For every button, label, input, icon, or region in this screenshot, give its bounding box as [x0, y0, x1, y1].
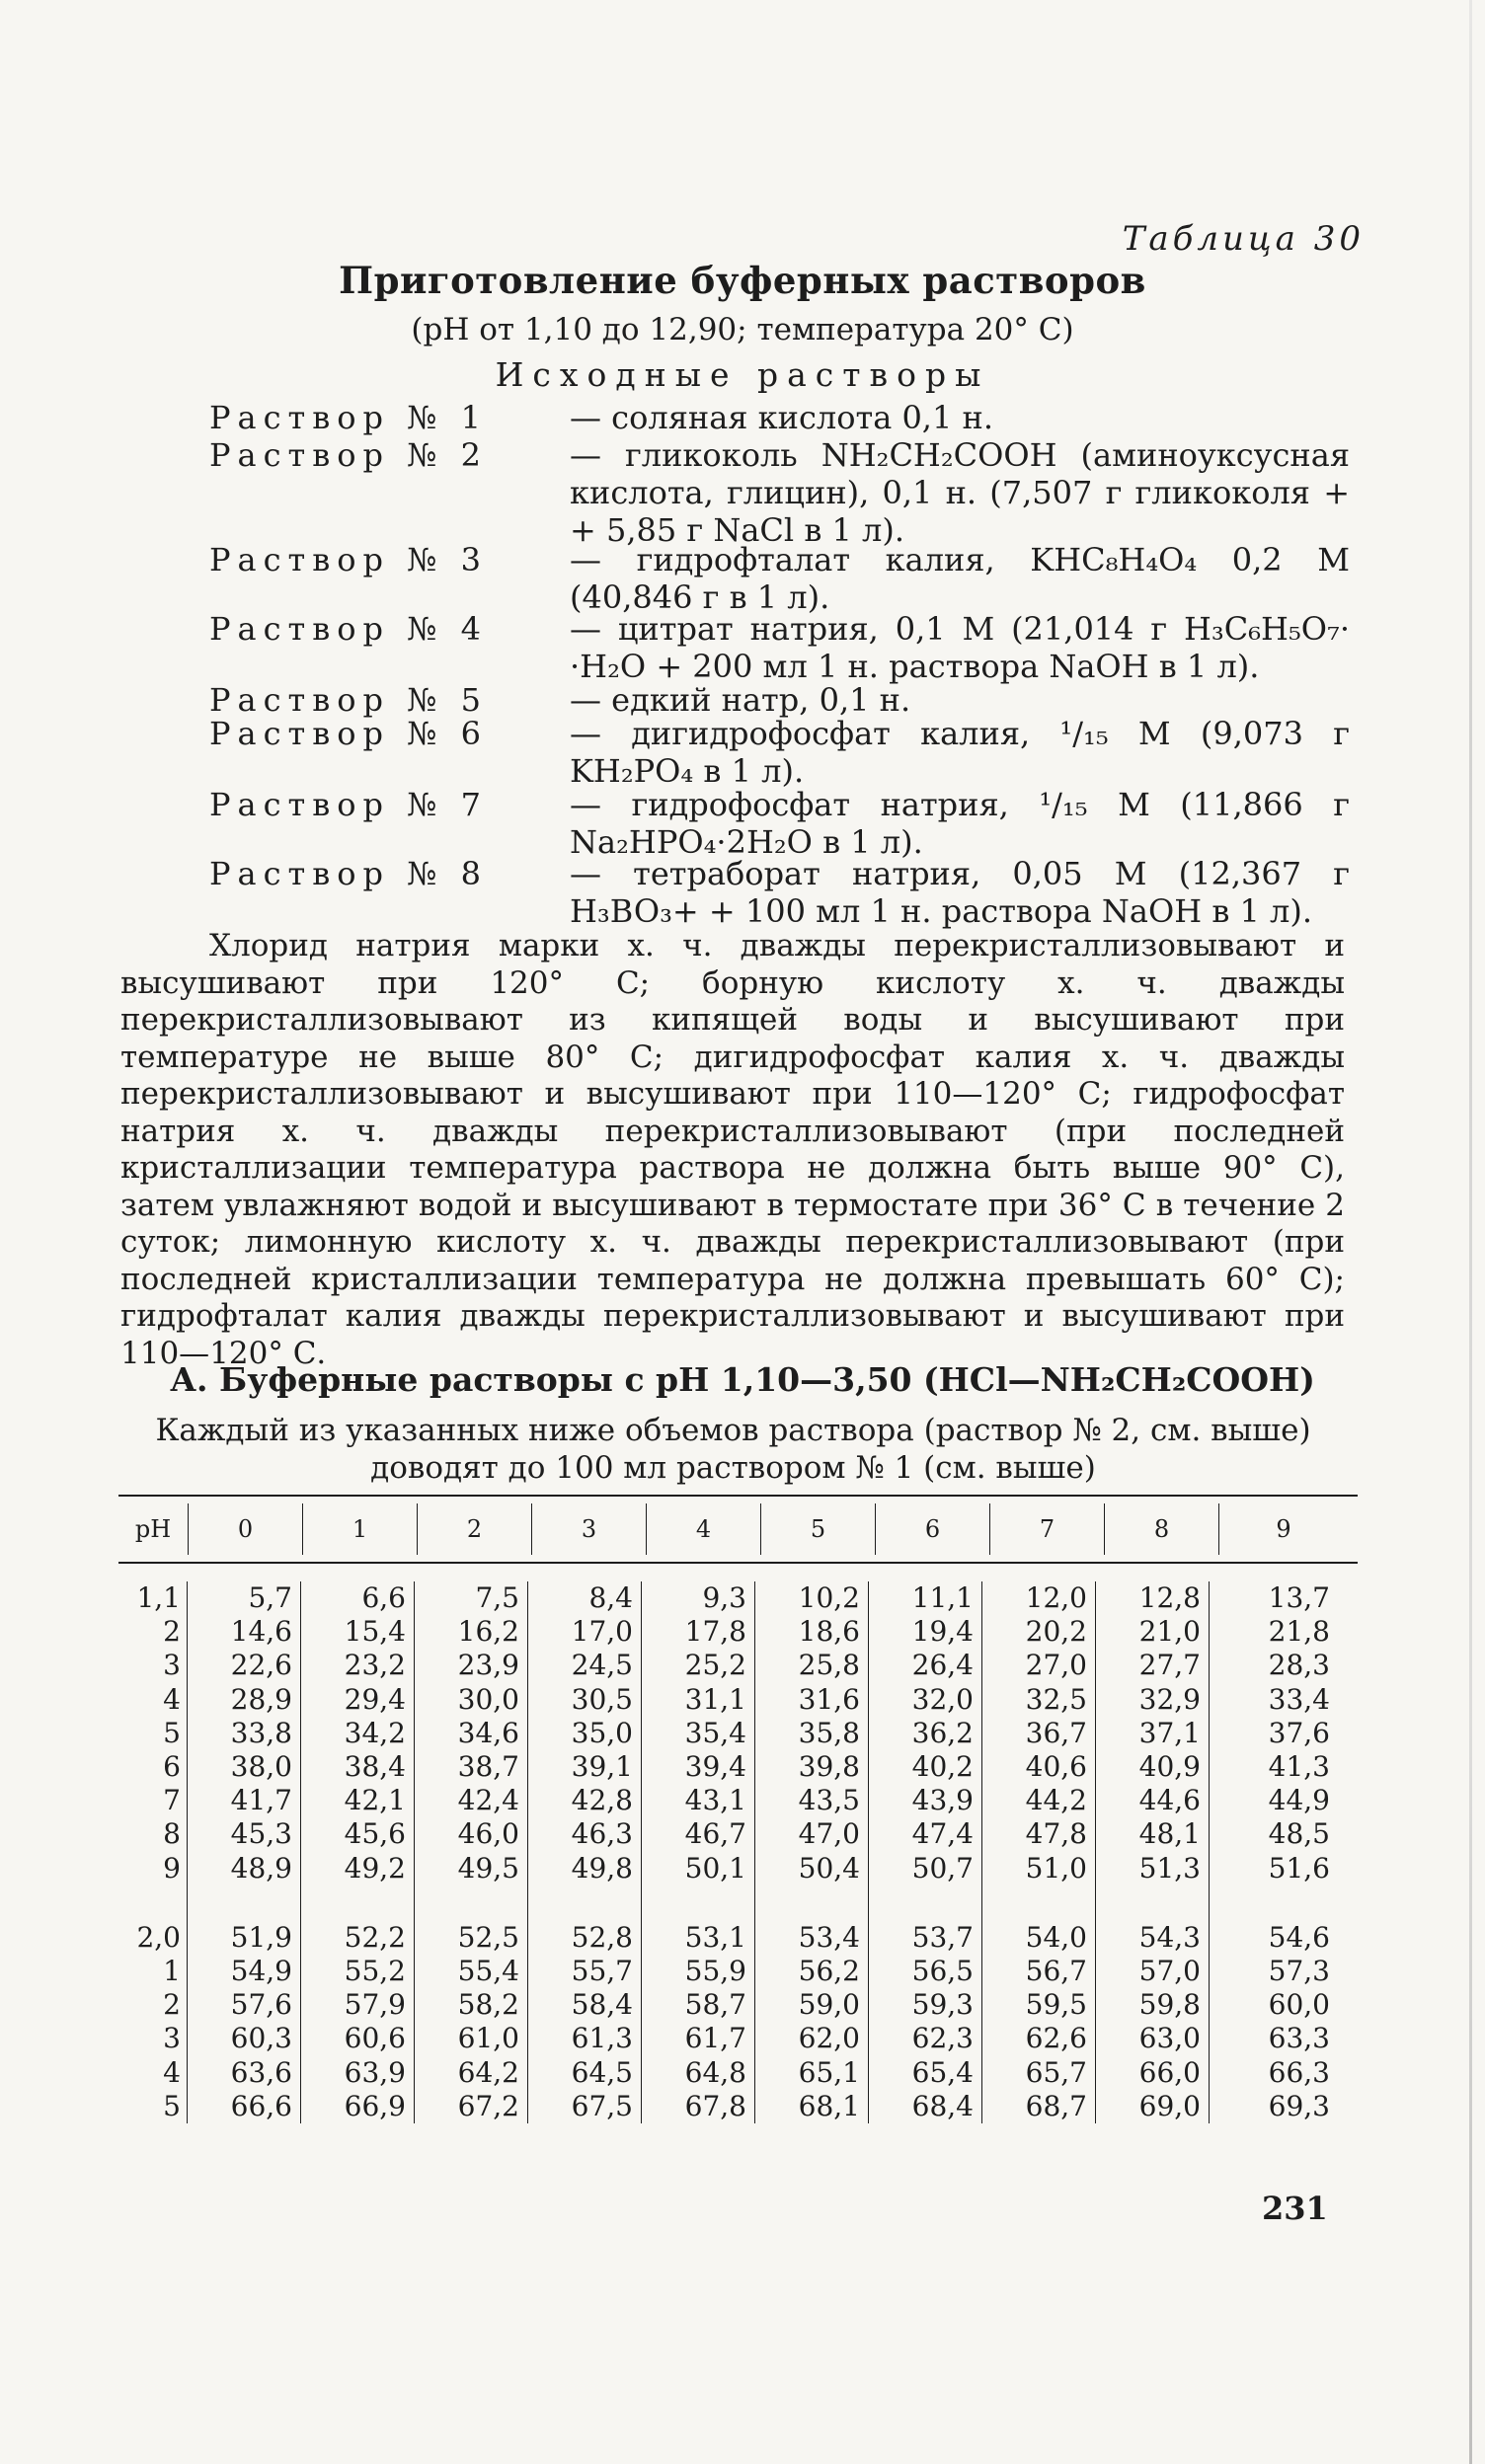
table-cell: 68,7: [1025, 2089, 1087, 2122]
table-body: [118, 1581, 1358, 2123]
table-cell: 8,4: [588, 1581, 633, 1614]
table-cell: 38,4: [344, 1750, 406, 1784]
value-column: [415, 1581, 528, 2123]
table-cell: 55,4: [457, 1955, 519, 1988]
table-cell: 47,0: [798, 1817, 860, 1851]
table-cell: 56,5: [911, 1955, 974, 1988]
table-cell: 51,6: [1268, 1851, 1330, 1885]
value-column: [755, 1581, 869, 2123]
table-cell: 30,0: [457, 1682, 519, 1716]
table-cell: 10,2: [798, 1581, 860, 1614]
table-cell: 47,4: [911, 1817, 974, 1851]
value-column: [528, 1581, 642, 2123]
table-cell: 31,6: [798, 1682, 860, 1716]
ph-cell: 1: [163, 1955, 181, 1988]
table-cell: 19,4: [911, 1615, 974, 1649]
column-header: 3: [532, 1503, 647, 1555]
table-cell: 17,8: [684, 1615, 746, 1649]
table-cell: 35,8: [798, 1716, 860, 1749]
table-cell: 50,7: [911, 1851, 974, 1885]
table-cell: 51,3: [1138, 1851, 1201, 1885]
table-cell: 42,1: [344, 1784, 406, 1817]
solution-text: — гидрофосфат натрия, ¹/₁₅ М (11,866 г Na₂HPO₄·2H₂O в 1 л).: [570, 786, 1350, 861]
table-cell: 57,3: [1268, 1955, 1330, 1988]
table-cell: 51,9: [230, 1920, 292, 1954]
table-cell: 47,8: [1025, 1817, 1087, 1851]
ph-cell: 1,1: [136, 1581, 181, 1614]
table-cell: 69,3: [1268, 2089, 1330, 2122]
group-gap: [528, 1886, 633, 1921]
table-cell: 25,8: [798, 1649, 860, 1682]
table-cell: 49,2: [344, 1851, 406, 1885]
solution-label: Раствор № 8: [209, 855, 488, 892]
table-cell: 33,8: [230, 1716, 292, 1749]
ph-cell: 9: [163, 1851, 181, 1885]
value-column: [188, 1581, 301, 2123]
table-cell: 66,0: [1138, 2055, 1201, 2089]
ph-cell: 2: [163, 1988, 181, 2022]
column-header: 9: [1276, 1515, 1291, 1543]
solution-label: Раствор № 6: [209, 715, 488, 752]
ph-cell: 3: [163, 1649, 181, 1682]
table-cell: 68,4: [911, 2089, 974, 2122]
table-cell: 46,3: [571, 1817, 633, 1851]
ph-cell: 2,0: [136, 1920, 181, 1954]
table-cell: 65,4: [911, 2055, 974, 2089]
table-cell: 53,4: [798, 1920, 860, 1954]
table-cell: 52,2: [344, 1920, 406, 1954]
group-gap: [642, 1886, 746, 1921]
table-cell: 32,0: [911, 1682, 974, 1716]
solution-label: Раствор № 4: [209, 610, 488, 648]
page-subtitle: (pH от 1,10 до 12,90; температура 20° С): [411, 312, 1074, 347]
table-cell: 16,2: [457, 1615, 519, 1649]
table-cell: 64,2: [457, 2055, 519, 2089]
table-cell: 63,3: [1268, 2022, 1330, 2055]
table-cell: 27,0: [1025, 1649, 1087, 1682]
solution-item: [209, 681, 1350, 719]
table-cell: 28,3: [1268, 1649, 1330, 1682]
table-cell: 44,6: [1138, 1784, 1201, 1817]
table-cell: 48,9: [230, 1851, 292, 1885]
group-gap: [869, 1886, 974, 1921]
group-gap: [755, 1886, 860, 1921]
table-cell: 67,8: [684, 2089, 746, 2122]
table-cell: 56,7: [1025, 1955, 1087, 1988]
table-cell: 63,9: [344, 2055, 406, 2089]
table-cell: 55,7: [571, 1955, 633, 1988]
table-cell: 49,5: [457, 1851, 519, 1885]
table-header-rule: [118, 1562, 1358, 1564]
solution-label: Раствор № 1: [209, 399, 488, 436]
ph-cell: 2: [163, 1615, 181, 1649]
table-cell: 66,9: [344, 2089, 406, 2122]
ph-column-header: pH: [118, 1503, 189, 1555]
solution-item: [209, 786, 1350, 861]
ph-cell: 5: [163, 1716, 181, 1749]
value-column: [982, 1581, 1096, 2123]
table-cell: 42,8: [571, 1784, 633, 1817]
table-cell: 38,7: [457, 1750, 519, 1784]
table-cell: 36,7: [1025, 1716, 1087, 1749]
table-cell: 32,9: [1138, 1682, 1201, 1716]
table-cell: 69,0: [1138, 2089, 1201, 2122]
solution-text: — гидрофталат калия, KHC₈H₄O₄ 0,2 М (40,846 г в 1 л).: [570, 541, 1350, 616]
solution-label: Раствор № 5: [209, 681, 488, 719]
table-cell: 36,2: [911, 1716, 974, 1749]
table-cell: 21,0: [1138, 1615, 1201, 1649]
table-cell: 52,8: [571, 1920, 633, 1954]
table-cell: 54,9: [230, 1955, 292, 1988]
table-cell: 66,3: [1268, 2055, 1330, 2089]
table-cell: 40,6: [1025, 1750, 1087, 1784]
table-cell: 23,2: [344, 1649, 406, 1682]
table-cell: 12,8: [1138, 1581, 1201, 1614]
table-cell: 39,8: [798, 1750, 860, 1784]
table-cell: 7,5: [475, 1581, 519, 1614]
table-cell: 34,2: [344, 1716, 406, 1749]
table-cell: 59,0: [798, 1988, 860, 2022]
table-cell: 13,7: [1268, 1581, 1330, 1614]
table-cell: 45,6: [344, 1817, 406, 1851]
table-cell: 44,9: [1268, 1784, 1330, 1817]
solution-label: Раствор № 2: [209, 436, 488, 474]
table-cell: 68,1: [798, 2089, 860, 2122]
table-cell: 46,7: [684, 1817, 746, 1851]
table-cell: 37,1: [1138, 1716, 1201, 1749]
table-cell: 50,1: [684, 1851, 746, 1885]
table-cell: 41,3: [1268, 1750, 1330, 1784]
value-column: [642, 1581, 755, 2123]
table-cell: 39,4: [684, 1750, 746, 1784]
table-cell: 31,1: [684, 1682, 746, 1716]
table-cell: 29,4: [344, 1682, 406, 1716]
table-header-row: [118, 1497, 1358, 1562]
column-header: 1: [303, 1503, 418, 1555]
table-cell: 15,4: [344, 1615, 406, 1649]
ph-cell: 3: [163, 2022, 181, 2055]
solution-item: [209, 715, 1350, 790]
table-cell: 62,6: [1025, 2022, 1087, 2055]
column-header: 5: [761, 1503, 876, 1555]
column-header: 8: [1105, 1503, 1219, 1555]
solution-label: Раствор № 7: [209, 786, 488, 823]
table-cell: 41,7: [230, 1784, 292, 1817]
column-header: 0: [189, 1503, 303, 1555]
group-gap: [188, 1886, 292, 1921]
solution-item: [209, 436, 1350, 549]
table-cell: 9,3: [702, 1581, 746, 1614]
table-cell: 60,6: [344, 2022, 406, 2055]
table-cell: 40,2: [911, 1750, 974, 1784]
table-cell: 44,2: [1025, 1784, 1087, 1817]
table-cell: 55,9: [684, 1955, 746, 1988]
table-cell: 20,2: [1025, 1615, 1087, 1649]
table-cell: 58,2: [457, 1988, 519, 2022]
table-cell: 51,0: [1025, 1851, 1087, 1885]
table-cell: 43,1: [684, 1784, 746, 1817]
table-cell: 38,0: [230, 1750, 292, 1784]
table-cell: 48,5: [1268, 1817, 1330, 1851]
table-cell: 57,6: [230, 1988, 292, 2022]
table-cell: 61,0: [457, 2022, 519, 2055]
table-cell: 64,5: [571, 2055, 633, 2089]
preparation-notes: Хлорид натрия марки х. ч. дважды перекристаллизовывают и высушивают при 120° С; борную кислоту х. ч. дважды перекристаллизовывают из кипящей воды и высушивают при температуре не выше 80° С; дигидрофосфат калия х. ч. дважды перекристаллизовывают и высушивают при 110—120° С; гидрофосфат натрия х. ч. дважды перекристаллизовывают (при последней кристаллизации температура раствора не должна быть выше 90° С), затем увлажняют водой и высушивают в термостате при 36° С в течение 2 суток; лимонную кислоту х. ч. дважды перекристаллизовывают (при последней кристаллизации температура не должна превышать 60° С); гидрофталат калия дважды перекристаллизовывают и высушивают при 110—120° С.: [120, 928, 1345, 1371]
ph-cell: 4: [163, 1682, 181, 1716]
value-column: [1210, 1581, 1338, 2123]
table-cell: 33,4: [1268, 1682, 1330, 1716]
table-cell: 50,4: [798, 1851, 860, 1885]
value-column: [301, 1581, 415, 2123]
table-cell: 62,3: [911, 2022, 974, 2055]
table-cell: 65,1: [798, 2055, 860, 2089]
table-cell: 67,2: [457, 2089, 519, 2122]
table-cell: 22,6: [230, 1649, 292, 1682]
table-cell: 42,4: [457, 1784, 519, 1817]
table-cell: 64,8: [684, 2055, 746, 2089]
ph-column: [118, 1581, 188, 2123]
table-cell: 53,1: [684, 1920, 746, 1954]
ph-cell: 7: [163, 1784, 181, 1817]
page-title: Приготовление буферных растворов: [339, 259, 1146, 302]
table-cell: 37,6: [1268, 1716, 1330, 1749]
column-header: 7: [990, 1503, 1105, 1555]
table-cell: 63,6: [230, 2055, 292, 2089]
table-cell: 18,6: [798, 1615, 860, 1649]
solution-item: [209, 541, 1350, 616]
group-gap: [118, 1886, 181, 1921]
table-cell: 59,3: [911, 1988, 974, 2022]
table-cell: 66,6: [230, 2089, 292, 2122]
table-cell: 67,5: [571, 2089, 633, 2122]
table-cell: 14,6: [230, 1615, 292, 1649]
table-cell: 23,9: [457, 1649, 519, 1682]
solution-label: Раствор № 3: [209, 541, 488, 578]
ph-cell: 4: [163, 2055, 181, 2089]
table-cell: 11,1: [911, 1581, 974, 1614]
table-cell: 35,4: [684, 1716, 746, 1749]
table-cell: 56,2: [798, 1955, 860, 1988]
solution-text: — соляная кислота 0,1 н.: [570, 399, 993, 436]
table-cell: 21,8: [1268, 1615, 1330, 1649]
table-cell: 61,3: [571, 2022, 633, 2055]
table-cell: 43,5: [798, 1784, 860, 1817]
table-cell: 61,7: [684, 2022, 746, 2055]
table-cell: 57,0: [1138, 1955, 1201, 1988]
solution-text: — цитрат натрия, 0,1 М (21,014 г H₃C₆H₅O₇· ·H₂O + 200 мл 1 н. раствора NaOH в 1 л).: [570, 610, 1350, 685]
column-header: 2: [418, 1503, 532, 1555]
table-cell: 53,7: [911, 1920, 974, 1954]
source-solutions-heading: Исходные растворы: [495, 355, 990, 394]
group-gap: [982, 1886, 1087, 1921]
table-cell: 26,4: [911, 1649, 974, 1682]
group-gap: [301, 1886, 406, 1921]
solution-item: [209, 610, 1350, 685]
section-title: А. Буферные растворы с pH 1,10—3,50 (HCl—NH₂CH₂COOH): [170, 1360, 1315, 1399]
solution-text: — гликоколь NH₂CH₂COOH (аминоуксусная кислота, глицин), 0,1 н. (7,507 г гликоколя + + 5,85 г NaCl в 1 л).: [570, 436, 1350, 549]
table-cell: 65,7: [1025, 2055, 1087, 2089]
table-cell: 34,6: [457, 1716, 519, 1749]
table-cell: 6,6: [361, 1581, 406, 1614]
table-cell: 57,9: [344, 1988, 406, 2022]
table-cell: 49,8: [571, 1851, 633, 1885]
group-gap: [415, 1886, 519, 1921]
table-cell: 40,9: [1138, 1750, 1201, 1784]
solution-item: [209, 855, 1350, 930]
table-cell: 28,9: [230, 1682, 292, 1716]
ph-cell: 6: [163, 1750, 181, 1784]
table-cell: 5,7: [248, 1581, 292, 1614]
solution-text: — тетраборат натрия, 0,05 М (12,367 г H₃BO₃+ + 100 мл 1 н. раствора NaOH в 1 л).: [570, 855, 1350, 930]
page-number: 231: [1262, 2190, 1328, 2227]
table-cell: 63,0: [1138, 2022, 1201, 2055]
table-cell: 59,5: [1025, 1988, 1087, 2022]
table-cell: 25,2: [684, 1649, 746, 1682]
page-edge-shadow: [1469, 0, 1472, 2464]
ph-cell: 5: [163, 2089, 181, 2122]
table-cell: 58,7: [684, 1988, 746, 2022]
group-gap: [1210, 1886, 1330, 1921]
table-cell: 48,1: [1138, 1817, 1201, 1851]
table-cell: 54,0: [1025, 1920, 1087, 1954]
group-gap: [1096, 1886, 1201, 1921]
table-cell: 55,2: [344, 1955, 406, 1988]
table-number: Таблица 30: [1122, 219, 1365, 259]
value-column: [1096, 1581, 1210, 2123]
table-cell: 35,0: [571, 1716, 633, 1749]
ph-cell: 8: [163, 1817, 181, 1851]
solution-item: [209, 399, 1350, 436]
section-note: Каждый из указанных ниже объемов раствора (раствор № 2, см. выше) доводят до 100 мл раствором № 1 (см. выше): [155, 1413, 1311, 1486]
table-cell: 60,0: [1268, 1988, 1330, 2022]
table-cell: 24,5: [571, 1649, 633, 1682]
table-cell: 12,0: [1025, 1581, 1087, 1614]
table-cell: 52,5: [457, 1920, 519, 1954]
table-cell: 54,3: [1138, 1920, 1201, 1954]
table-cell: 32,5: [1025, 1682, 1087, 1716]
table-cell: 59,8: [1138, 1988, 1201, 2022]
value-column: [869, 1581, 982, 2123]
table-cell: 39,1: [571, 1750, 633, 1784]
column-header: 4: [647, 1503, 761, 1555]
table-cell: 54,6: [1268, 1920, 1330, 1954]
table-cell: 17,0: [571, 1615, 633, 1649]
table-cell: 46,0: [457, 1817, 519, 1851]
table-cell: 27,7: [1138, 1649, 1201, 1682]
buffer-table: [118, 1495, 1358, 2123]
solution-text: — дигидрофосфат калия, ¹/₁₅ М (9,073 г KH₂PO₄ в 1 л).: [570, 715, 1350, 790]
solution-text: — едкий натр, 0,1 н.: [570, 681, 911, 719]
table-cell: 60,3: [230, 2022, 292, 2055]
column-header: 6: [876, 1503, 990, 1555]
table-cell: 58,4: [571, 1988, 633, 2022]
table-cell: 45,3: [230, 1817, 292, 1851]
table-cell: 62,0: [798, 2022, 860, 2055]
table-cell: 43,9: [911, 1784, 974, 1817]
table-cell: 30,5: [571, 1682, 633, 1716]
